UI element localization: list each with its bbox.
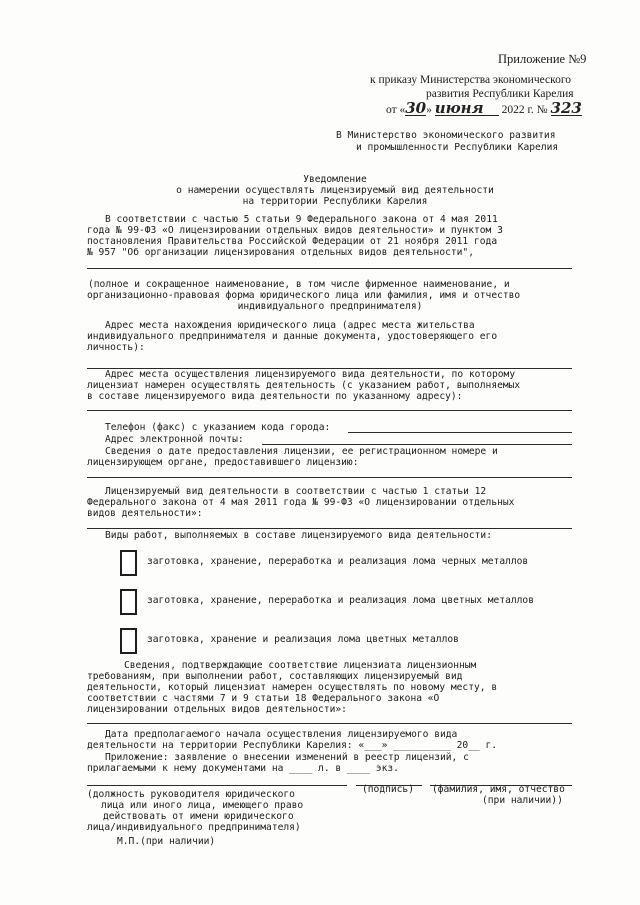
fio-caption-2: (при наличии)) bbox=[482, 795, 563, 806]
position-caption-2: лица или иного лица, имеющего право bbox=[101, 800, 304, 811]
attachment-line-1: Приложение: заявление о внесении изменений в реестр лицензий, с bbox=[105, 752, 469, 763]
license-info-fill-line[interactable] bbox=[87, 477, 572, 478]
activity-address-line-3: в составе лицензируемого вида деятельности по указанному адресу): bbox=[87, 391, 463, 402]
position-fill-line[interactable] bbox=[87, 785, 347, 786]
order-line-2: развития Республики Карелия bbox=[426, 88, 574, 100]
date-sep: » bbox=[426, 104, 432, 116]
addressee-line-2: и промышленности Республики Карелия bbox=[356, 142, 559, 153]
date-day: 30 bbox=[405, 99, 427, 117]
addressee-line-1: В Министерство экономического развития bbox=[336, 130, 556, 141]
intro-line-1: В соответствии с частью 5 статьи 9 Федерального закона от 4 мая 2011 bbox=[105, 214, 498, 225]
works-heading: Виды работ, выполняемых в составе лицензируемого вида деятельности: bbox=[105, 530, 492, 541]
compliance-fill-line[interactable] bbox=[87, 723, 572, 724]
phone-fill-line[interactable] bbox=[348, 432, 572, 433]
start-date-line-1: Дата предполагаемого начала осуществления лицензируемого вида bbox=[105, 729, 458, 740]
email-fill-line[interactable] bbox=[262, 444, 572, 445]
appendix-label: Приложение №9 bbox=[498, 52, 587, 66]
date-month: июня bbox=[435, 103, 499, 116]
signature-caption: (подпись) bbox=[362, 784, 414, 795]
address-line-2: индивидуального предпринимателя и данные документа, удостоверяющего его bbox=[87, 331, 498, 342]
order-date-line bbox=[386, 99, 582, 117]
work-checkbox-2[interactable] bbox=[120, 589, 137, 615]
position-caption-1: (должность руководителя юридического bbox=[87, 789, 295, 800]
work-checkbox-1[interactable] bbox=[120, 550, 137, 576]
title-line-2: о намерении осуществлять лицензируемый вид деятельности bbox=[176, 185, 494, 196]
intro-line-4: № 957 "Об организации лицензирования отдельных видов деятельности", bbox=[87, 247, 474, 258]
name-fill-line[interactable] bbox=[87, 268, 572, 269]
name-caption-3: индивидуального предпринимателя) bbox=[237, 301, 423, 312]
work-item-2: заготовка, хранение, переработка и реализация лома цветных металлов bbox=[147, 595, 534, 606]
work-item-1: заготовка, хранение, переработка и реализация лома черных металлов bbox=[147, 556, 529, 567]
work-item-3: заготовка, хранение и реализация лома цветных металлов bbox=[147, 634, 459, 645]
licensed-activity-fill-line[interactable] bbox=[87, 528, 572, 529]
stamp-caption: М.П.(при наличии) bbox=[117, 836, 216, 847]
licensed-activity-line-1: Лицензируемый вид деятельности в соответствии с частью 1 статьи 12 bbox=[105, 486, 487, 497]
position-caption-3: действовать от имени юридического bbox=[103, 811, 294, 822]
title-line-3: на территории Республики Карелия bbox=[242, 196, 428, 207]
licensed-activity-line-2: Федерального закона от 4 мая 2011 года № 99-ФЗ «О лицензировании отдельных bbox=[87, 497, 515, 508]
activity-address-line-1: Адрес места осуществления лицензируемого вида деятельности, по которому bbox=[105, 369, 516, 380]
license-info-line-1: Сведения о дате предоставления лицензии, ее регистрационном номере и bbox=[105, 446, 498, 457]
attachment-line-2: прилагаемыми к нему документами на ____ л. в ____ экз. bbox=[87, 763, 399, 774]
compliance-line-2: требованиям, при выполнении работ, составляющих лицензируемый вид bbox=[87, 671, 463, 682]
name-caption-2: организационно-правовая форма юридического лица или фамилия, имя и отчество bbox=[87, 290, 521, 301]
intro-line-2: года № 99-ФЗ «О лицензировании отдельных видов деятельности» и пунктом 3 bbox=[87, 225, 503, 236]
address-line-1: Адрес места нахождения юридического лица (адрес места жительства bbox=[105, 320, 475, 331]
fio-caption-1: (фамилия, имя, отчество bbox=[432, 784, 565, 795]
email-label: Адрес электронной почты: bbox=[105, 434, 244, 445]
intro-line-3: постановления Правительства Российской Федерации от 21 ноября 2011 года bbox=[87, 236, 498, 247]
compliance-line-3: деятельности, который лицензиат намерен осуществлять по новому месту, в bbox=[87, 682, 498, 693]
title-line-1: Уведомление bbox=[303, 174, 367, 185]
start-date-line-2: деятельности на территории Республики Карелия: «___» __________ 20__ г. bbox=[87, 740, 498, 751]
compliance-line-1: Сведения, подтверждающие соответствие лицензиата лицензионным bbox=[124, 660, 477, 671]
work-checkbox-3[interactable] bbox=[120, 628, 137, 654]
phone-label: Телефон (факс) с указанием кода города: bbox=[105, 422, 331, 433]
licensed-activity-line-3: видов деятельности»: bbox=[87, 508, 203, 519]
activity-address-fill-line[interactable] bbox=[87, 410, 572, 411]
compliance-line-4: соответствии с частями 7 и 9 статьи 18 Федерального закона «О bbox=[87, 693, 440, 704]
date-year: 2022 г. № bbox=[501, 104, 548, 116]
date-prefix: от « bbox=[386, 104, 406, 116]
position-caption-4: лица/индивидуального предпринимателя) bbox=[87, 822, 301, 833]
order-line-1: к приказу Министерства экономического bbox=[370, 74, 572, 86]
name-caption-1: (полное и сокращенное наименование, в том числе фирменное наименование, и bbox=[88, 279, 510, 290]
activity-address-line-2: лицензиат намерен осуществлять деятельность (с указанием работ, выполняемых bbox=[87, 380, 521, 391]
license-info-line-2: лицензирующем органе, предоставившего лицензию: bbox=[87, 457, 359, 468]
date-number: 323 bbox=[550, 99, 582, 117]
address-line-3: личность): bbox=[87, 342, 145, 353]
compliance-line-5: лицензировании отдельных видов деятельности»: bbox=[87, 704, 347, 715]
